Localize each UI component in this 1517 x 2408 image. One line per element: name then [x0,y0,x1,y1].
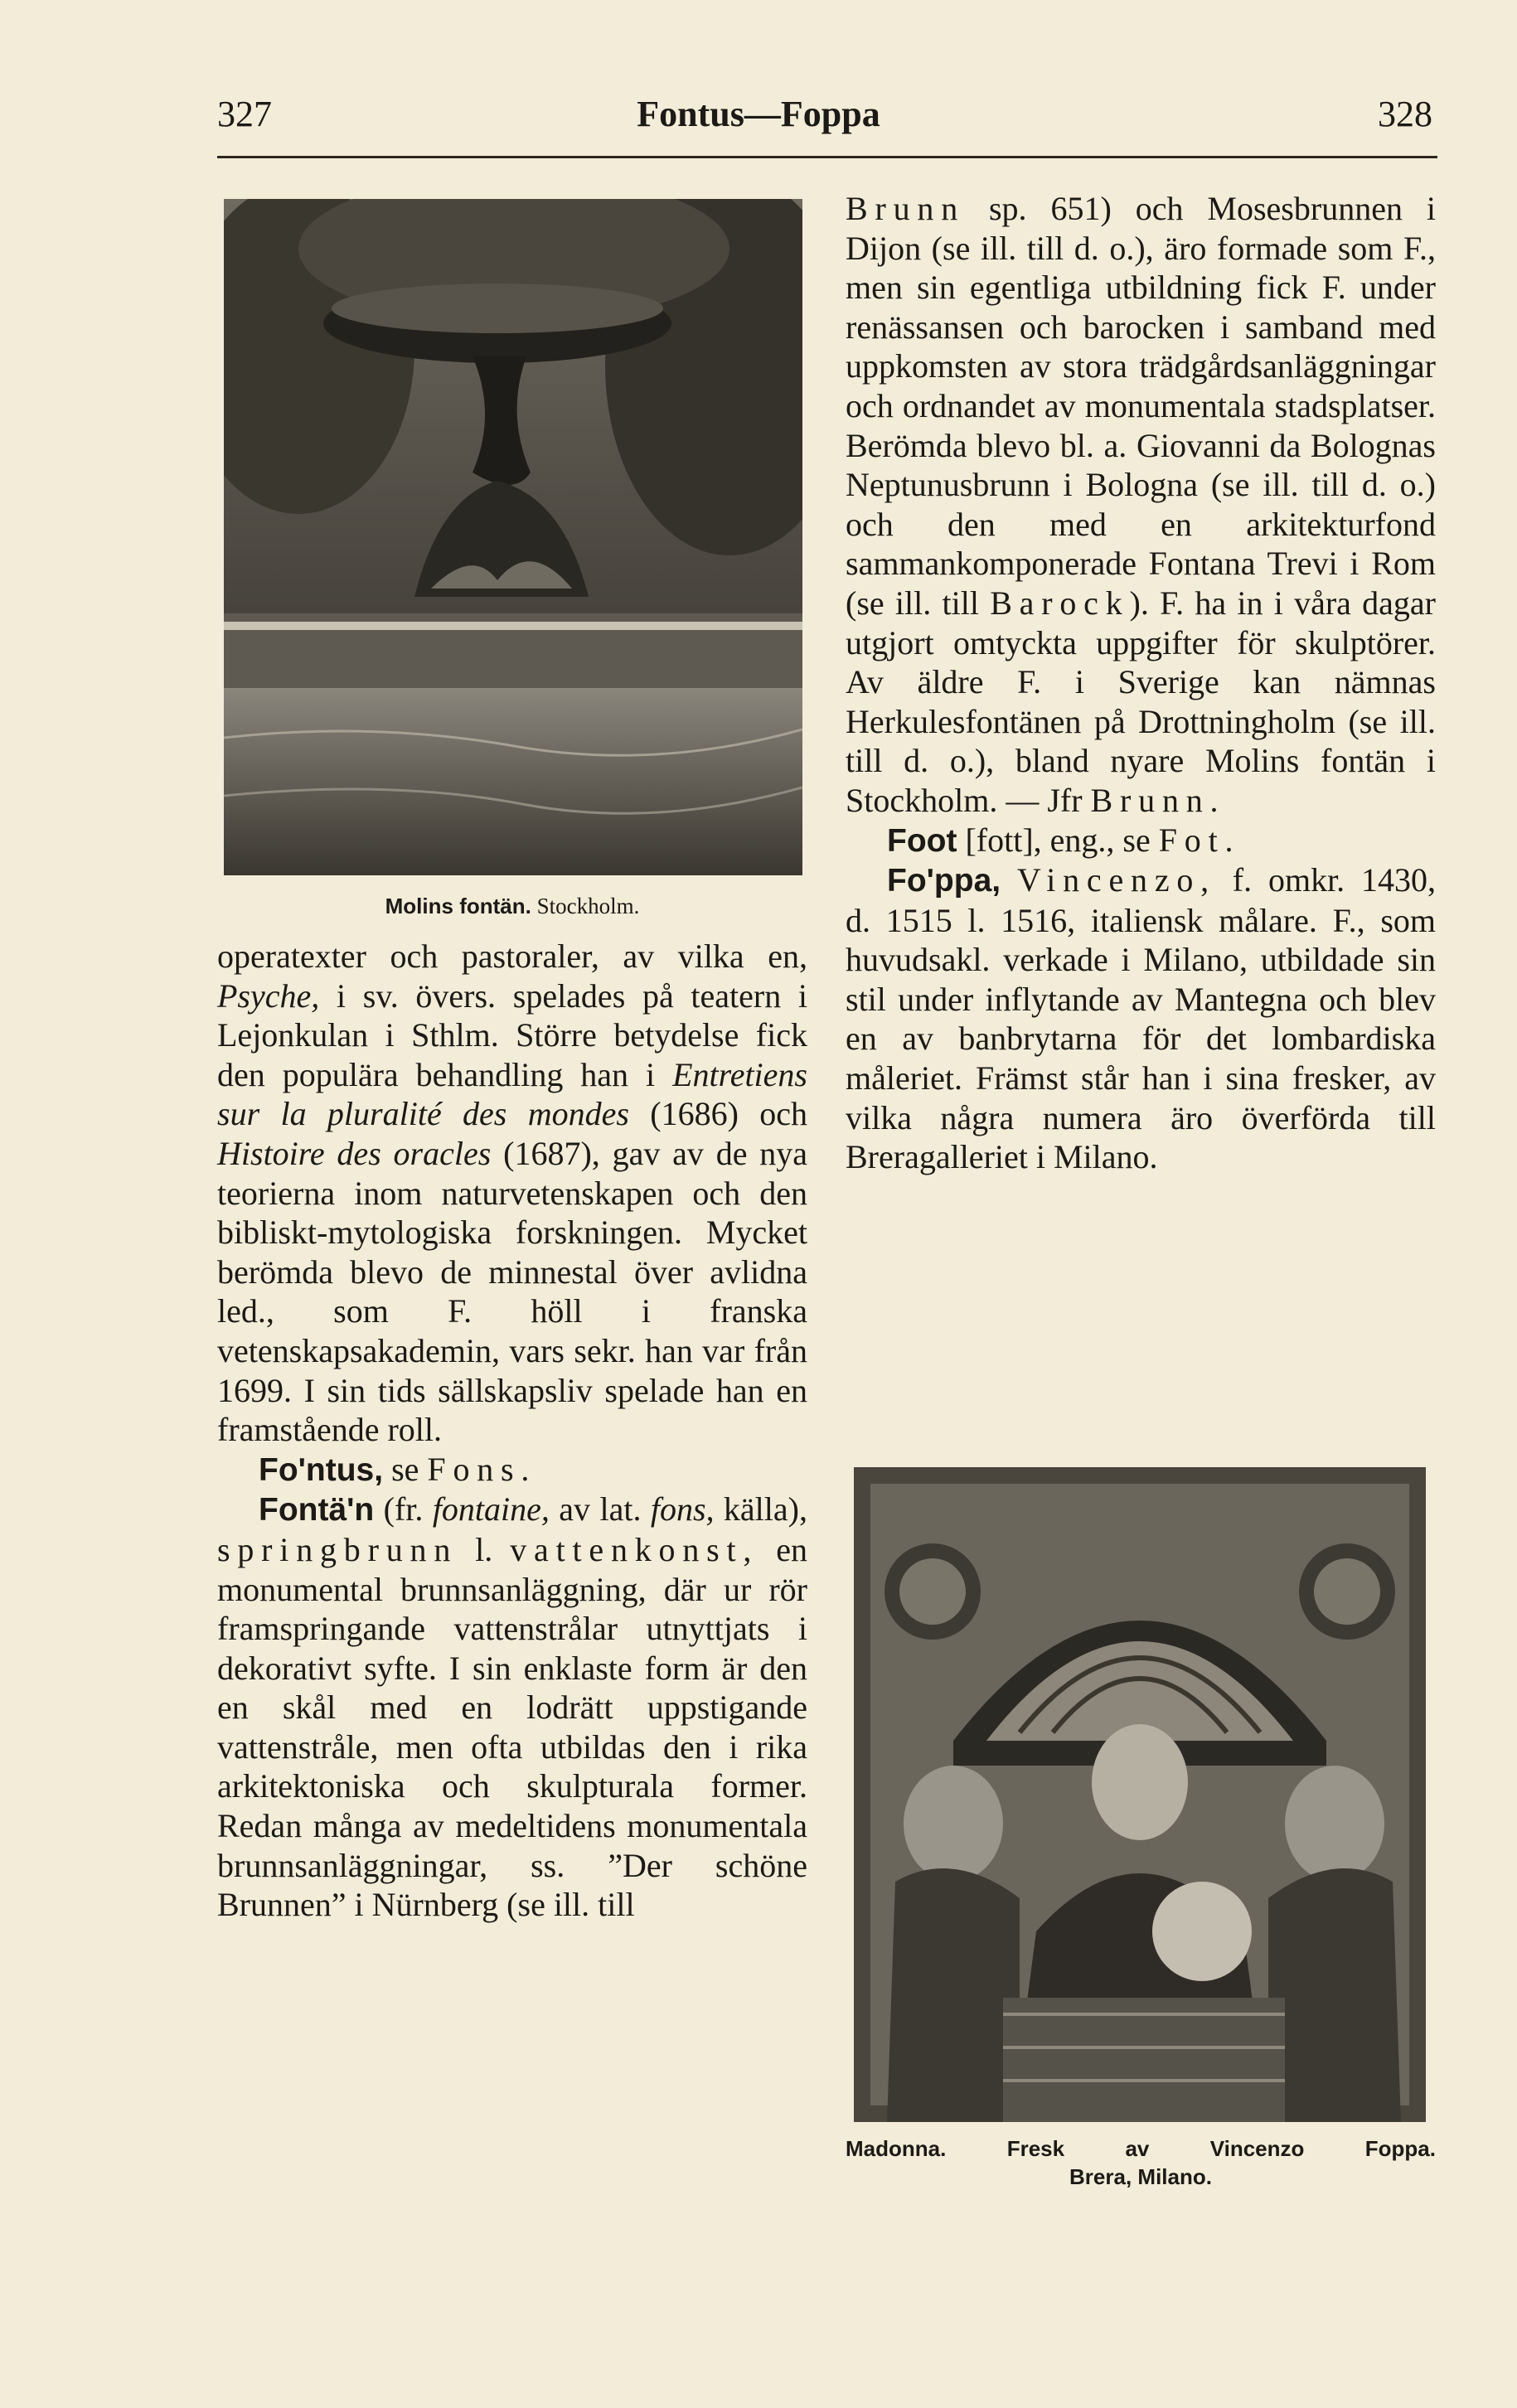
text-run: i sv. övers. spelades på teatern i Lejonkulan i Sthlm. Större betydelse fick den populära behandling han i [217,976,807,1093]
madonna-fresco-photo [854,1467,1426,2122]
text-run [1001,861,1017,899]
text-run: fons, [650,1490,715,1529]
text-run: sp. 651) och Mosesbrunnen i Dijon (se ill. till d. o.), äro formade som F., men sin egentliga utbildning fick F. under renässansen och barocken i samband med uppkomsten av stora trädgårdsanläggningar och ordnandet av monumentala stadsplatser. Berömda blevo bl. a. Giovanni da Bolognas Neptunusbrunn i Bologna (se ill. till d. o.) och den med en arkitekturfond sammankomponerade Fontana Trevi i Rom (se ill. till [846,190,1436,622]
title-entretiens: Entretiens sur la pluralité des mondes [217,1055,807,1133]
fountain-illustration [224,199,802,875]
fontenelle-paragraph [217,937,807,1450]
text-run: (1687), gav av de nya teorierna inom naturvetenskapen och den bibliskt-mytologiska forskningen. Mycket berömda blevo de minnestal över avlidna led., som F. höll i franska vetenskapsakademin, vars sekr. han var från 1699. I sin tids sällskapsliv spelade han en framstående roll. [217,1134,808,1449]
name-vincenzo: Vincenzo, [1016,861,1216,899]
entry-foot [846,821,1436,861]
fountain-caption-title: Molins fontän. [385,894,531,918]
title-histoire: Histoire des oracles [217,1134,492,1172]
text-run: källa), [714,1490,807,1529]
text-run: f. omkr. 1430, d. 1515 l. 1516, italiensk målare. F., som huvudsakl. verkade i Milano, utbildade sin stil under inflytande av Mantegna och blev en av banbrytarna för det lombardiska måleriet. Främst står han i sina fresker, av vilka några numera äro överförda till Breragalleriet i Milano. [846,861,1437,1176]
right-column [846,189,1436,1177]
synonym-springbrunn: springbrunn [217,1530,458,1568]
synonym-vattenkonst: vattenkonst, [510,1530,759,1568]
cross-reference-fons: Fons. [427,1450,537,1488]
entry-fontan [217,1490,807,1925]
text-run: l. [458,1530,511,1568]
fontan-continuation [846,189,1436,821]
header-rule [217,156,1437,158]
text-run: en monumental brunnsanläggning, där ur rör framspringande vattenstrålar utnyttjats i dekorativt syfte. I sin enklaste form är den en skål med en lodrätt uppstigande vattenstråle, men ofta utbildas den i rika arkitektoniska och skulpturala former. Redan många av medeltidens monumentala brunnsanläggningar, ss. ”Der schöne Brunnen” i Nürnberg (se ill. till [217,1530,807,1924]
cross-reference-brunn: Brunn [846,190,965,227]
text-run: ). F. ha in i våra dagar utgjort omtyckta uppgifter för skulptörer. Av äldre F. i Sverige kan nämnas Herkulesfontänen på Drottningholm (se ill. till d. o.), bland nyare Molins fontän i Stockholm. — Jfr [846,584,1436,819]
running-title: Fontus—Foppa [637,94,880,134]
text-run: (fr. [374,1490,433,1529]
text-run: operatexter och pastoraler, av vilka en, [217,938,807,975]
cross-reference-brunn-end: Brunn. [1090,781,1226,819]
text-run: av lat. [549,1490,651,1529]
text-run: [fott], eng., se [957,821,1159,859]
madonna-caption [846,2134,1436,2191]
title-psyche: Psyche, [217,976,320,1015]
headword-fontan: Fontä'n [259,1492,375,1529]
headword-foot: Foot [887,822,957,859]
madonna-caption-line1: Madonna. Fresk av Vincenzo Foppa. [846,2136,1436,2161]
page-number-left: 327 [217,94,272,134]
madonna-illustration [854,1467,1426,2122]
headword-foppa: Fo'ppa, [887,863,1001,899]
fountain-photo [224,199,802,875]
left-column [217,937,807,1925]
fountain-caption-place: Stockholm. [531,894,640,918]
text-run: fontaine, [432,1490,550,1529]
fountain-caption [217,892,807,920]
entry-foppa [846,860,1436,1177]
text-run: (1686) och [628,1095,807,1133]
cross-reference-fot: Fot. [1158,821,1241,859]
text-run: se [383,1450,428,1488]
headword-fontus: Fo'ntus, [259,1451,384,1488]
madonna-caption-line2: Brera, Milano. [1069,2164,1212,2189]
cross-reference-barock: Barock [990,584,1130,622]
page-number-right: 328 [1378,94,1432,134]
entry-fontus [217,1450,807,1490]
